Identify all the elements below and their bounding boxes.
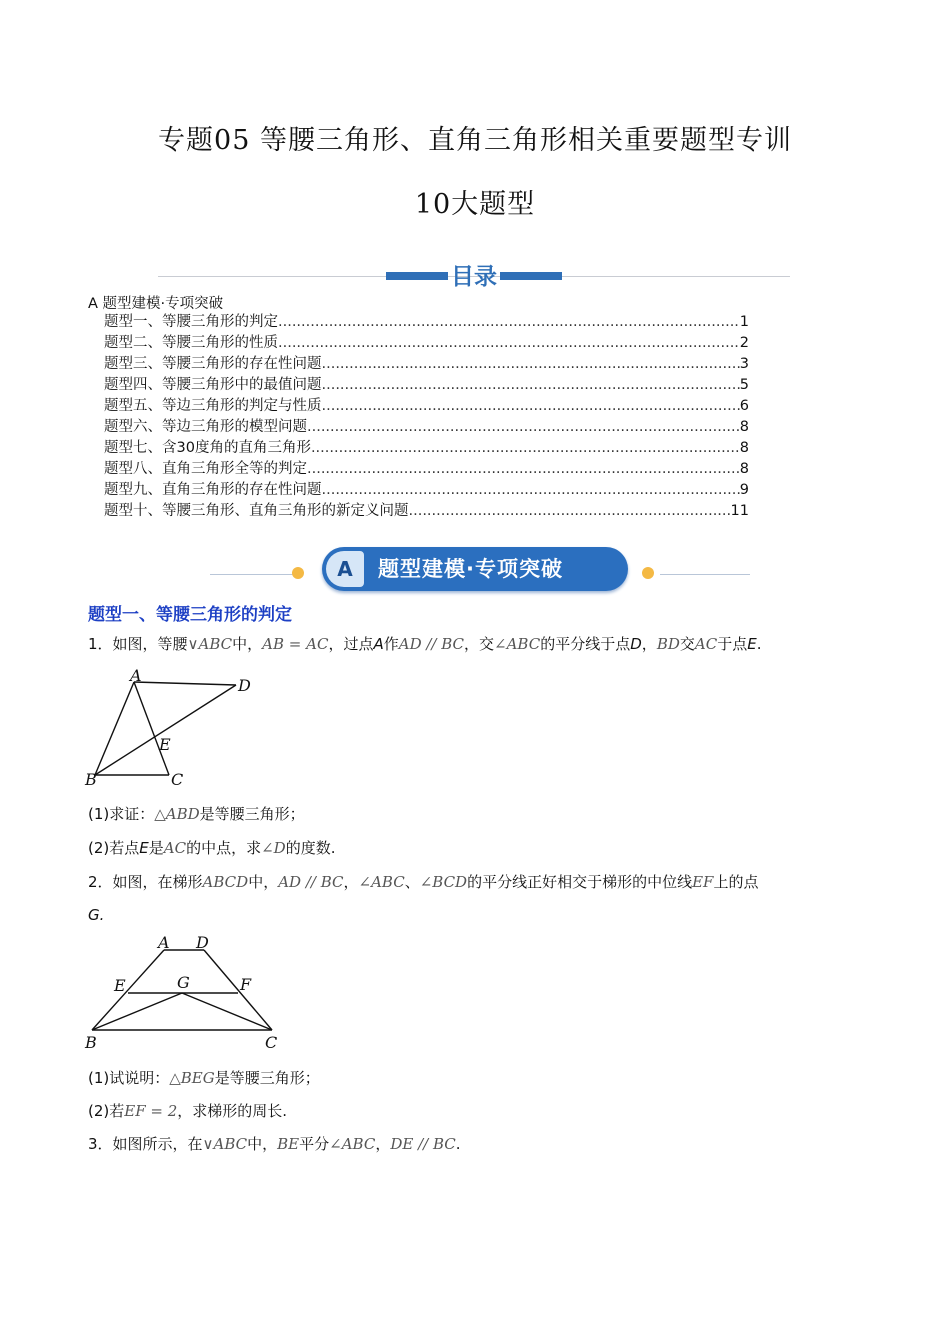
- banner-dot-left: [292, 567, 304, 579]
- section-banner: [200, 547, 750, 593]
- question-1-part-2: (2)若点E是AC的中点，求∠D的度数.: [88, 839, 336, 857]
- toc-item-label: 题型七、含30度角的直角三角形: [104, 440, 311, 456]
- toc-leader: [322, 354, 740, 375]
- label-f: F: [240, 975, 252, 994]
- page-title: 专题05 等腰三角形、直角三角形相关重要题型专训: [158, 125, 792, 156]
- toc-leader: [322, 396, 740, 417]
- question-3-stem: 3．如图所示，在∨ABC中，BE平分∠ABC，DE // BC.: [88, 1135, 461, 1153]
- edge-ab: [95, 682, 134, 775]
- question-1-figure: [82, 665, 262, 790]
- toc-leader: [278, 333, 740, 354]
- edge-bg: [92, 993, 182, 1030]
- toc-item-label: 题型五、等边三角形的判定与性质: [104, 398, 322, 414]
- toc-item[interactable]: [104, 312, 749, 333]
- toc-leader: [322, 375, 740, 396]
- toc-item[interactable]: [104, 333, 749, 354]
- toc-item-label: 题型八、直角三角形全等的判定: [104, 461, 307, 477]
- label-a: A: [130, 666, 142, 685]
- toc-leader: [311, 438, 740, 459]
- edge-ab: [92, 950, 164, 1030]
- toc-item-page: 1: [739, 314, 749, 330]
- toc-item[interactable]: [104, 417, 749, 438]
- banner-dot-right: [642, 567, 654, 579]
- question-1-stem: 1．如图，等腰∨ABC中，AB = AC，过点A作AD // BC，交∠ABC的平分线于点D，BD交AC于点E.: [88, 635, 762, 653]
- edge-ac: [134, 682, 169, 775]
- toc-item-label: 题型二、等腰三角形的性质: [104, 335, 278, 351]
- toc-item-page: 8: [739, 419, 749, 435]
- toc-item-page: 9: [739, 482, 749, 498]
- table-of-contents: [104, 312, 749, 522]
- toc-item-label: 题型三、等腰三角形的存在性问题: [104, 356, 322, 372]
- question-1-part-1: (1)求证：△ABD是等腰三角形；: [88, 805, 305, 823]
- label-b: B: [85, 770, 97, 789]
- edge-cg: [182, 993, 272, 1030]
- label-d: D: [196, 933, 209, 952]
- page-subtitle: 10大题型: [414, 189, 536, 220]
- label-a: A: [158, 933, 170, 952]
- edge-ad: [134, 682, 236, 685]
- label-e: E: [114, 976, 126, 995]
- label-c: C: [265, 1033, 278, 1052]
- section-heading: 题型一、等腰三角形的判定: [88, 605, 292, 625]
- toc-leader: [322, 480, 740, 501]
- toc-item[interactable]: [104, 480, 749, 501]
- toc-item[interactable]: [104, 501, 749, 522]
- label-e: E: [159, 735, 171, 754]
- toc-item-page: 3: [739, 356, 749, 372]
- toc-root-entry[interactable]: A 题型建模·专项突破: [88, 296, 224, 312]
- question-2-part-1: (1)试说明：△BEG是等腰三角形；: [88, 1069, 320, 1087]
- toc-item-label: 题型九、直角三角形的存在性问题: [104, 482, 322, 498]
- toc-item-page: 5: [739, 377, 749, 393]
- toc-item-page: 8: [739, 440, 749, 456]
- label-g: G: [177, 973, 190, 992]
- toc-item[interactable]: [104, 396, 749, 417]
- edge-dc: [204, 950, 272, 1030]
- toc-item-label: 题型四、等腰三角形中的最值问题: [104, 377, 322, 393]
- toc-leader: [278, 312, 740, 333]
- toc-item[interactable]: [104, 375, 749, 396]
- label-c: C: [171, 770, 184, 789]
- label-b: B: [85, 1033, 97, 1052]
- question-2-part-2: (2)若EF = 2，求梯形的周长.: [88, 1102, 288, 1120]
- toc-item-page: 8: [739, 461, 749, 477]
- toc-item[interactable]: [104, 438, 749, 459]
- toc-item-label: 题型十、等腰三角形、直角三角形的新定义问题: [104, 503, 409, 519]
- toc-item-label: 题型六、等边三角形的模型问题: [104, 419, 307, 435]
- banner-letter: A: [326, 551, 364, 587]
- toc-item-page: 2: [739, 335, 749, 351]
- toc-item[interactable]: [104, 459, 749, 480]
- toc-item-page: 6: [739, 398, 749, 414]
- banner-line-left: [210, 574, 300, 575]
- toc-leader: [307, 459, 740, 480]
- edge-bd: [95, 685, 236, 775]
- label-d: D: [238, 676, 251, 695]
- question-2-stem: 2．如图，在梯形ABCD中，AD // BC，∠ABC、∠BCD的平分线正好相交于梯形的中位线EF上的点: [88, 873, 759, 891]
- toc-heading: 目录: [451, 263, 497, 290]
- toc-leader: [307, 417, 740, 438]
- banner-text: 题型建模·专项突破: [378, 557, 563, 581]
- toc-header: [158, 258, 790, 294]
- toc-item-page: 11: [730, 503, 749, 519]
- toc-item-label: 题型一、等腰三角形的判定: [104, 314, 278, 330]
- banner-pill: [322, 547, 628, 591]
- toc-leader: [409, 501, 731, 522]
- banner-line-right: [660, 574, 750, 575]
- toc-item[interactable]: [104, 354, 749, 375]
- question-2-figure: [82, 930, 292, 1055]
- question-2-stem-cont: G.: [88, 906, 105, 924]
